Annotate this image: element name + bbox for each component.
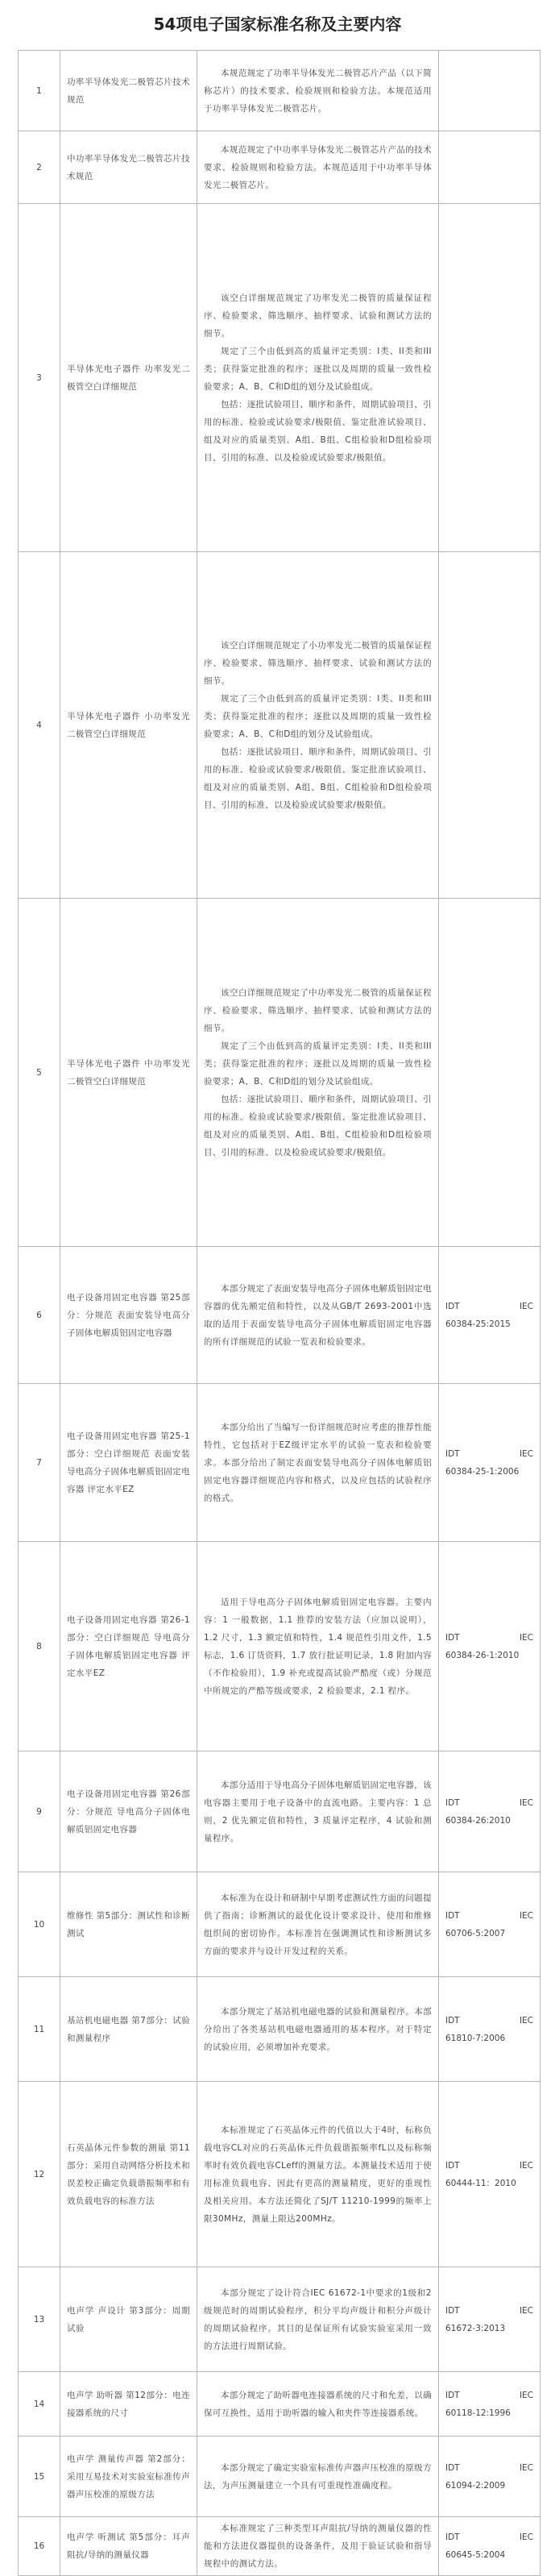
adopted-standard [439,1872,541,1977]
standard-name: 中功率半导体发光二极管芯片技术规范 [60,131,197,204]
content-paragraph: 本规范规定了功率半导体发光二极管芯片产品（以下简称芯片）的技术要求、检验规则和检验方法。本规范适用于功率半导体发光二极管芯片。 [204,68,432,114]
standard-number: 60645-5:2004 [445,2550,506,2560]
row-number: 6 [19,1247,60,1384]
table-row [19,131,541,204]
table-row [19,2267,541,2372]
standard-name: 功率半导体发光二极管芯片技术规范 [60,51,197,131]
standard-body: IEC [519,2160,533,2171]
content-paragraph: 本标准规定了石英晶体元件的代值以大于4时，标称负载电容CL对应的石英晶体元件负载谐振频率fL以及标称频率时有效负载电容CLeff的测量方法。本测量技术适用于使用标准负载电容、因此有更高的测量精度，更好的重现性及相关应用。本方法还简化了SJ/T 11210-1999的频率上限30MHz，测量上限达200MHz。 [204,2125,432,2224]
table-row [19,2437,541,2517]
adopted-standard [439,1384,541,1542]
standard-content [197,2082,439,2267]
standard-body: IEC [519,1301,533,1311]
row-number: 7 [19,1384,60,1542]
adoption-type: IDT [445,1632,460,1643]
standards-table-body [19,51,541,2576]
content-paragraph: 适用于导电高分子固体电解质铝固定电容器。主要内容：1 一般数据，1.1 推荐的安装方法（应加以说明），1.2 尺寸，1.3 额定值和特性，1.4 规范性引用文件，1.5 标志，1.6 订货资料，1.7 放行批证明记录，1.8 附加内容（不作检验用），1.9 补充或提高试验严酷度（或）分规范中所规定的严酷等级或要求，2 检验要求，2.1 程序。 [204,1597,432,1696]
adopted-standard [439,899,541,1247]
row-number: 2 [19,131,60,204]
row-number: 15 [19,2437,60,2517]
row-number: 16 [19,2517,60,2576]
standard-content [197,1751,439,1872]
standard-name: 电子设备用固定电容器 第25部分：分规范 表面安装导电高分子固体电解质铝固定电容器 [60,1247,197,1384]
standards-table [18,50,541,2576]
table-row [19,899,541,1247]
table-row [19,1247,541,1384]
content-paragraph: 该空白详细规范规定了功率发光二极管的质量保证程序、检验要求、筛选顺序、抽样要求、试验和测试方法的细节。 [204,293,432,339]
standard-body: IEC [519,1632,533,1643]
row-number: 3 [19,204,60,552]
standard-name: 电声学 声设计 第3部分：周期试验 [60,2267,197,2372]
content-paragraph: 本部分规定了表面安装导电高分子固体电解质铝固定电容器的优先额定值和特性，以及从GB/T 2693-2001中选取的适用于表面安装导电高分子固体电解质铝固定电容器的所有详细规范的试验一览表和检验要求。 [204,1283,432,1347]
row-number: 11 [19,1977,60,2082]
table-row [19,1977,541,2082]
standard-body: IEC [519,2532,533,2542]
standard-content [197,2267,439,2372]
standard-number: 61094-2:2009 [445,2480,506,2491]
content-paragraph: 包括：逐批试验项目、顺序和条件，周期试验项目、引用的标准、检验或试验要求/极限值、鉴定批准试验项目、组及对应的质量类别、A组、B组、C组检验和D组检验项目、引用的标准、以及检验或试验要求/极限值。 [204,1094,432,1157]
standard-body: IEC [519,2462,533,2473]
standard-name: 电声学 助听器 第12部分：电连接器系统的尺寸 [60,2372,197,2437]
table-row [19,552,541,899]
content-paragraph: 本部分规定了设计符合IEC 61672-1中要求的1级和2级规范时的周期试验程序，积分平均声级计和积分声级计的周期试验程序。其目的是保证所有试验实验室采用一致的方法进行周期试验。 [204,2287,432,2351]
page-title: 54项电子国家标准名称及主要内容 [153,15,402,34]
adopted-standard [439,1542,541,1751]
adopted-standard [439,131,541,204]
table-row [19,1751,541,1872]
content-paragraph: 规定了三个由低到高的质量评定类别：I类、II类和III类；获得鉴定批准的程序；逐批以及周期的质量一致性检验要求；A、B、C和D组的划分及试验组成。 [204,1041,432,1086]
row-number: 14 [19,2372,60,2437]
content-paragraph: 本部分给出了当编写一份详细规范时应考虑的推荐性能特性，它包括对于EZ级评定水平的试验一览表和检验要求。本部分给出了制定表面安装导电高分子固体电解质铝固定电容器详细规范内容和格式，以及应包括的试验程序的格式。 [204,1422,432,1503]
standard-content [197,2372,439,2437]
standard-content [197,899,439,1247]
adoption-type: IDT [445,1448,460,1459]
adopted-standard [439,51,541,131]
adoption-type: IDT [445,1301,460,1311]
standard-content [197,1872,439,1977]
adopted-standard [439,2437,541,2517]
adopted-standard [439,1977,541,2082]
standard-name: 石英晶体元件参数的测量 第11部分：采用自动网络分析技术和误差校正确定负载谐振频率和有效负载电容的标准方法 [60,2082,197,2267]
standard-content [197,204,439,552]
standard-content [197,51,439,131]
adoption-type: IDT [445,1797,460,1808]
standard-name: 半导体光电子器件 中功率发光二极管空白详细规范 [60,899,197,1247]
content-paragraph: 本标准为在设计和研制中早期考虑测试性方面的问题提供了指南；诊断测试的最优化设计要求设计、使用和维修组织间的密切协作。本标准旨在强调测试性和诊断测试多方面的要求并与设计开发过程的关系。 [204,1893,432,1956]
row-number: 13 [19,2267,60,2372]
table-row [19,2082,541,2267]
table-row [19,51,541,131]
standard-content [197,1384,439,1542]
content-paragraph: 包括：逐批试验项目、顺序和条件，周期试验项目、引用的标准、检验或试验要求/极限值、鉴定批准试验项目、组及对应的质量类别、A组、B组、C组检验和D组检验项目、引用的标准、以及检验或试验要求/极限值。 [204,399,432,463]
adoption-type: IDT [445,1910,460,1921]
table-row [19,1542,541,1751]
standard-name: 电子设备用固定电容器 第26-1部分：空白详细规范 导电高分子固体电解质铝固定电容器 评定水平EZ [60,1542,197,1751]
standard-name: 电子设备用固定电容器 第26部分：分规范 导电高分子固体电解质铝固定电容器 [60,1751,197,1872]
standard-body: IEC [519,1797,533,1808]
standard-body: IEC [519,2390,533,2400]
standard-content [197,2437,439,2517]
row-number: 1 [19,51,60,131]
table-row [19,1384,541,1542]
table-row [19,204,541,552]
row-number: 5 [19,899,60,1247]
standard-name: 电声学 听测试 第5部分：耳声阻抗/导纳的测量仪器 [60,2517,197,2576]
content-paragraph: 本规范规定了中功率半导体发光二极管芯片产品的技术要求、检验规则和检验方法。本规范适用于中功率半导体发光二极管芯片。 [204,144,432,190]
standard-content [197,131,439,204]
adoption-type: IDT [445,2390,460,2400]
content-paragraph: 本标准规定了三种类型耳声阻抗/导纳的测量仪器的性能和方法进仪器提供的设备条件，及用于验证试验和指导规程中的测试方法。 [204,2524,432,2569]
standard-number: 61810-7:2006 [445,2033,506,2043]
content-paragraph: 规定了三个由低到高的质量评定类别：I类、II类和III类；获得鉴定批准的程序；逐批以及周期的质量一致性检验要求；A、B、C和D组的划分及试验组成。 [204,693,432,739]
adoption-type: IDT [445,2015,460,2025]
adopted-standard [439,2372,541,2437]
content-paragraph: 该空白详细规范规定了中功率发光二极管的质量保证程序、检验要求、筛选顺序、抽样要求、试验和测试方法的细节。 [204,987,432,1033]
standard-content [197,2517,439,2576]
adoption-type: IDT [445,2532,460,2542]
content-paragraph: 本部分规定了确定实验室标准传声器声压校准的原级方法，为声压测量建立一个具有可重现性准确度程。 [204,2462,432,2491]
content-paragraph: 本部分适用于导电高分子固体电解质铝固定电容器，该电容器主要用于电子设备中的直流电路。主要内容：1 总则，2 优先额定值和特性，3 质量评定程序，4 试验和测量程序。 [204,1780,432,1843]
standard-number: 61672-3:2013 [445,2323,506,2333]
standard-body: IEC [519,2305,533,2316]
adoption-type: IDT [445,2462,460,2473]
adoption-type: IDT [445,2305,460,2316]
standard-name: 基站机电磁电器 第7部分：试验和测量程序 [60,1977,197,2082]
standard-body: IEC [519,1910,533,1921]
row-number: 4 [19,552,60,899]
standard-body: IEC [519,1448,533,1459]
standard-content [197,552,439,899]
adopted-standard [439,2517,541,2576]
standard-content [197,1247,439,1384]
row-number: 8 [19,1542,60,1751]
adopted-standard [439,2267,541,2372]
content-paragraph: 该空白详细规范规定了小功率发光二极管的质量保证程序、检验要求、筛选顺序、抽样要求、试验和测试方法的细节。 [204,640,432,686]
row-number: 12 [19,2082,60,2267]
standard-name: 半导体光电子器件 功率发光二极管空白详细规范 [60,204,197,552]
standard-number: 60384-25-1:2006 [445,1466,520,1477]
standard-number: 60384-25:2015 [445,1319,511,1329]
adopted-standard [439,2082,541,2267]
standard-number: 60444-11：2010 [445,2178,516,2188]
standard-name: 电声学 测量传声器 第2部分：采用互易技术对实验室标准传声器声压校准的原级方法 [60,2437,197,2517]
content-paragraph: 规定了三个由低到高的质量评定类别：I类、II类和III类；获得鉴定批准的程序；逐批以及周期的质量一致性检验要求；A、B、C和D组的划分及试验组成。 [204,346,432,392]
standard-name: 维修性 第5部分：测试性和诊断测试 [60,1872,197,1977]
adoption-type: IDT [445,2160,460,2171]
standard-name: 电子设备用固定电容器 第25-1部分：空白详细规范 表面安装导电高分子固体电解质铝固定电容器 评定水平EZ [60,1384,197,1542]
adopted-standard [439,552,541,899]
adopted-standard [439,204,541,552]
standard-body: IEC [519,2015,533,2025]
row-number: 10 [19,1872,60,1977]
table-row [19,2517,541,2576]
standard-number: 60118-12:1996 [445,2408,511,2418]
standard-name: 半导体光电子器件 小功率发光二极管空白详细规范 [60,552,197,899]
standard-number: 60384-26-1:2010 [445,1650,520,1660]
standard-content [197,1977,439,2082]
adopted-standard [439,1247,541,1384]
table-row [19,2372,541,2437]
adopted-standard [439,1751,541,1872]
row-number: 9 [19,1751,60,1872]
content-paragraph: 包括：逐批试验项目、顺序和条件，周期试验项目、引用的标准、检验或试验要求/极限值、鉴定批准试验项目、组及对应的质量类别、A组、B组、C组检验和D组检验项目、引用的标准、以及检验或试验要求/极限值。 [204,746,432,810]
content-paragraph: 本部分规定了基站机电磁电器的试验和测量程序。本部分给出了各类基站机电磁电器通用的基本程序。对于特定的试验应用，必须增加补充要求。 [204,2006,432,2052]
content-paragraph: 本部分规定了助听器电连接器系统的尺寸和允差，以确保可互换性，适用于助听器的输入和夹件等连接器系统。 [204,2390,432,2418]
standard-number: 60706-5:2007 [445,1928,506,1938]
standard-number: 60384-26:2010 [445,1815,511,1826]
table-row [19,1872,541,1977]
standard-content [197,1542,439,1751]
